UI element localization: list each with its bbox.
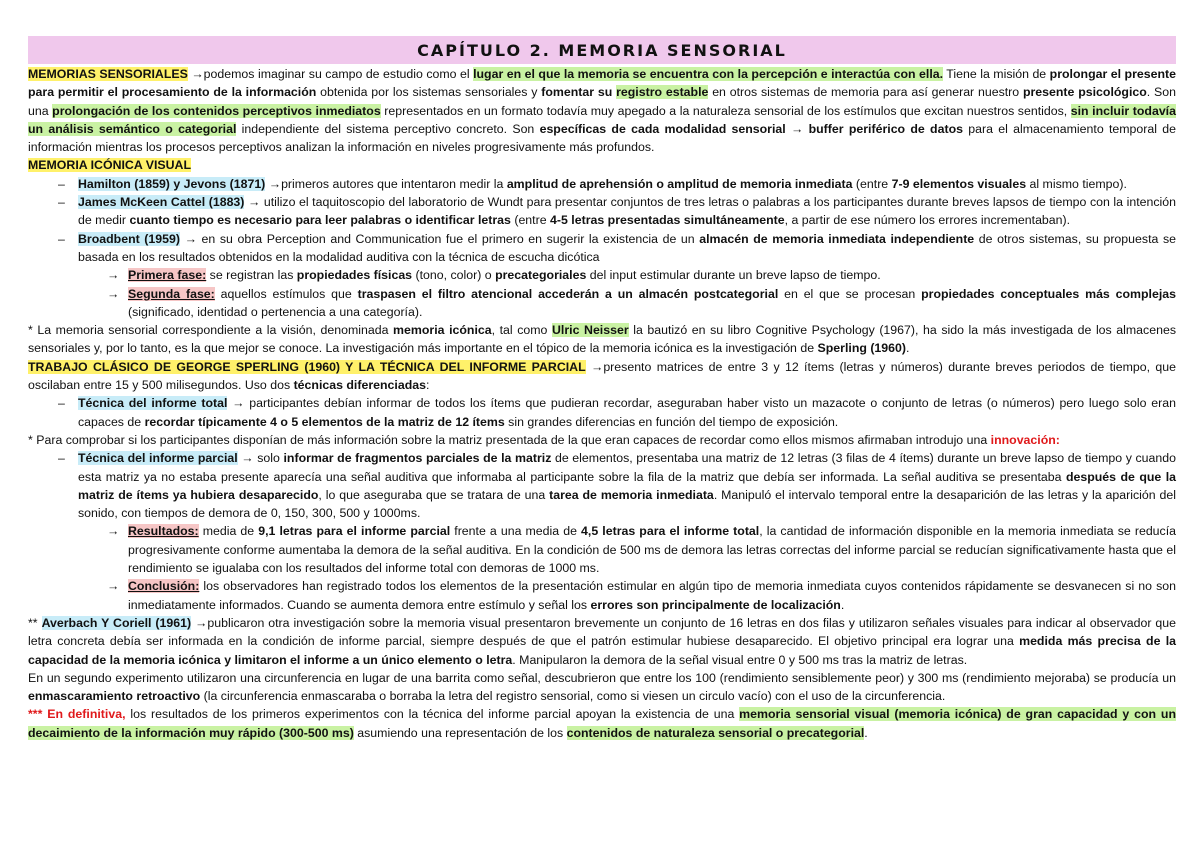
bullet: – [58,195,65,210]
bold-text: presente psicológico [1022,85,1147,100]
bold-text: enmascaramiento retroactivo [28,689,201,704]
text: asumiendo una representación de los [353,725,567,740]
text: →primeros autores que intentaron medir la [265,176,507,191]
text: → en su obra Perception and Communication fue el primero en sugerir la existencia de un [180,231,700,246]
phase-label [128,268,206,282]
conclusion-label [128,579,199,593]
arrow-icon: → [107,524,120,539]
technique-highlight: Técnica del informe parcial [78,451,238,466]
phase-label-text: Segunda fase: [128,286,215,301]
highlight: Ulric Neisser [552,323,629,338]
page-title: CAPÍTULO 2. MEMORIA SENSORIAL [417,40,787,60]
text: . [840,597,845,612]
second-experiment-paragraph [28,669,1176,706]
note-paragraph-innovacion [28,431,1176,449]
text: se registran las [206,268,297,283]
note-paragraph-neisser [28,321,1176,358]
bullet: – [58,451,65,466]
text: del input estimular durante un breve lapso de tiempo. [586,268,881,283]
text: la bautizó en su libro Cognitive Psychology (1967), ha sido la más investigada de los almacenes sensoriales y, por lo tanto, es la que mejor se conoce. La investigación más importante en el tópico de la memoria icónica es la investigación de [28,323,1176,356]
text: frente a una media de [450,524,582,539]
text: , tal como [491,323,553,338]
bold-text: recordar típicamente 4 o 5 elementos de la matriz de 12 ítems [144,414,505,429]
author-highlight: Hamilton (1859) y Jevons (1871) [78,176,266,191]
list-item-broadbent [28,230,1176,267]
text: (la circunferencia enmascaraba o borraba la letra del registro sensorial, como si viesen un circulo vacío) con el uso de la circunferencia. [200,689,946,704]
text: En un segundo experimento utilizaron una circunferencia en lugar de una barrita como señal, descubrieron que entre los 100 (rendimiento sensiblemente peor) y 300 ms (rendimiento mejoraba) se producía un [28,670,1176,685]
text: para el almacenamiento temporal de información mientras los procesos perceptivos analizan la información en niveles progresivamente más profundos. [28,121,1176,155]
document-page [28,36,1176,742]
bold-text: prolongar el presente para permitir el procesamiento de la información [28,67,1176,100]
text: en el que se procesan [778,286,922,301]
bold-text: 4-5 letras presentadas simultáneamente [550,213,785,228]
highlight: memoria sensorial visual (memoria icónica) de gran capacidad y con un decaimiento de la información muy rápido (300-500 ms) [28,707,1176,740]
list-item-informe-total [28,394,1176,431]
text: . Manipularon la demora de la señal visual entre 0 y 500 ms tras la matriz de letras. [512,652,968,667]
bold-text: informar de fragmentos parciales de la matriz [283,451,552,466]
highlight: lugar en el que la memoria se encuentra con la percepción e interactúa con ella. [473,67,944,81]
bullet: – [58,396,65,411]
title-bar [28,36,1176,64]
author-highlight: Averbach Y Coriell (1961) [41,615,192,630]
text: (entre [852,176,892,191]
text: al mismo tiempo). [1026,176,1127,191]
text: independiente del sistema perceptivo concreto. Son [236,121,540,136]
text: media de [198,524,259,539]
bold-text: específicas de cada modalidad sensorial → buffer periférico de datos [539,121,963,136]
text: de otros sistemas, su propuesta se basada en los resultados obtenidos en la modalidad auditiva con la técnica de escucha dicótica [78,231,1176,264]
document-body [28,65,1176,742]
text: , la cantidad de información disponible en la memoria inmediata se reducía progresivamente conforme aumentaba la demora de la señal auditiva. En la condición de 500 ms de demora las letras correctas del informe parcial se reducían significativamente hasta que el rendimiento se igualaba con los resultados del informe total con demoras de 1000 ms. [128,524,1177,576]
text: , lo que aseguraba que se tratara de una [318,487,550,502]
red-emphasis: *** En definitiva, [28,707,126,722]
bold-text: propiedades conceptuales más complejas [921,286,1177,301]
text: . [864,725,868,740]
text: en otros sistemas de memoria para así generar nuestro [708,85,1023,100]
heading-sperling: TRABAJO CLÁSICO DE GEORGE SPERLING (1960) Y LA TÉCNICA DEL INFORME PARCIAL [28,359,586,374]
text: Tiene la misión de [943,67,1050,81]
text: los resultados de los primeros experimentos con la técnica del informe parcial apoyan la existencia de una [125,707,740,722]
phase-label [128,287,215,301]
highlight: contenidos de naturaleza sensorial o precategorial [566,725,865,740]
arrow-icon: → [107,268,120,283]
text: → participantes debían informar de todos los ítems que pudieran recordar, aseguraban haber visto un mazacote o conjunto de letras (o números) pero luego solo eran capaces de [78,396,1176,429]
bullet: – [58,231,65,246]
highlight: sin incluir todavía un análisis semántico o categorial [28,103,1176,136]
results-label-text: Resultados: [128,524,199,539]
bold-text: técnicas diferenciadas [293,378,426,393]
section-heading-iconic [28,156,1176,174]
text: , a partir de ese número los errores incrementaban). [784,213,1071,228]
bold-text: Sperling (1960) [817,341,907,356]
list-item-cattel [28,193,1176,230]
bold-text: almacén de memoria inmediata independiente [699,231,975,246]
text: . Manipuló el intervalo temporal entre la desaparición de las letras y la aparición del sonido, con tiempos de demora de 0, 150, 300, 500 y 1000ms. [78,487,1176,521]
text: →publicaron otra investigación sobre la memoria visual presentaron brevemente un conjunto de 16 letras en dos filas y utilizaron señales visuales para indicar al observador que letra concreta debía ser informada en la condición de informe parcial, siempre después de que el patrón estimular hubiese desaparecido. El objetivo principal era lograr una [28,615,1176,649]
bold-text: 9,1 letras para el informe parcial [258,524,451,539]
arrow-icon: → [107,579,120,594]
text: → solo [237,451,284,466]
sperling-paragraph [28,358,1176,395]
text: →presento matrices de entre 3 y 12 ítems (letras y números) durante breves periodos de tiempo, que oscilaban entre 15 y 500 milisegundos. Uso dos [28,359,1176,393]
sub-item-resultados [28,522,1176,577]
text: los observadores han registrado todos los elementos de la presentación estimular en algún tipo de memoria inmediata cuyos contenidos rápidamente se desvanecen si no son inmediatamente informados. Cuando se aumenta demora entre estímulo y señal los [128,579,1176,612]
text: (entre [510,213,551,228]
text: sin grandes diferencias en función del tiempo de exposición. [504,414,839,429]
final-paragraph [28,705,1176,742]
bullet: – [58,176,65,191]
bold-text: 7-9 elementos visuales [891,176,1027,191]
text: : [425,378,430,393]
text: →podemos imaginar su campo de estudio como el [187,67,474,81]
list-item-hamilton [28,175,1176,193]
bold-text: amplitud de aprehensión o amplitud de memoria inmediata [506,176,853,191]
heading-memoria-iconica: MEMORIA ICÓNICA VISUAL [28,158,191,173]
conclusion-label-text: Conclusión: [128,579,200,594]
author-highlight: James McKeen Cattel (1883) [78,195,245,210]
bold-text: traspasen el filtro atencional accederán a un almacén postcategorial [357,286,779,301]
highlight: registro estable [616,85,709,100]
results-label [128,524,199,538]
text: * La memoria sensorial correspondiente a la visión, denominada [28,323,394,338]
bold-text: fomentar su [541,85,617,100]
bold-text: 4,5 letras para el informe total [581,524,760,539]
bold-text: precategoriales [495,268,587,283]
arrow-icon: → [107,286,120,301]
bold-text: propiedades físicas [296,268,413,283]
phase-label-text: Primera fase: [128,268,207,283]
text: de elementos, presentaba una matriz de 12 letras (3 filas de 4 ítems) durante un breve lapso de tiempo y cuando esta matriz ya no estaba presente aparecía una señal auditiva que informaba al participante sobre la fila de la matriz que debía ser informada. La señal auditiva se presentaba [78,451,1176,484]
averbach-paragraph [28,614,1176,669]
text: (tono, color) o [412,268,496,283]
bold-text: cuanto tiempo es necesario para leer palabras o identificar letras [129,213,511,228]
sub-item-primera-fase [28,266,1176,284]
text: . [906,341,910,356]
text: representados en un formato todavía muy apegado a la naturaleza sensorial de los estímulos que excitan nuestros sentidos, [380,103,1071,118]
bold-text: tarea de memoria inmediata [549,487,714,502]
heading-memorias-sensoriales: MEMORIAS SENSORIALES [28,67,188,81]
bold-text: después de que la matriz de ítems ya hubiera desaparecido [78,469,1177,502]
red-emphasis: innovación: [990,432,1060,447]
text: obtenida por los sistemas sensoriales y [316,85,542,100]
text: → utilizo el taquitoscopio del laboratorio de Wundt para presentar conjuntos de tres letras o palabras a los participantes durante breves lapsos de tiempo con la intención de medir [78,195,1176,228]
intro-paragraph [28,65,1176,156]
bold-text: medida más precisa de la capacidad de la memoria icónica y limitaron el informe a un único elemento o letra [28,634,1176,667]
text: * Para comprobar si los participantes disponían de más información sobre la matriz presentada de la que eran capaces de recordar como ellos mismos afirmaban introdujo una [28,432,991,447]
author-highlight: Broadbent (1959) [78,231,180,246]
sub-item-segunda-fase [28,285,1176,322]
bold-text: errores son principalmente de localización [590,597,841,612]
text: aquellos estímulos que [214,286,358,301]
list-item-informe-parcial [28,449,1176,522]
text: ** [28,615,42,630]
text: (significado, identidad o pertenencia a una categoría). [128,304,423,319]
sub-item-conclusion [28,577,1176,614]
text: . Son una [28,85,1176,118]
technique-highlight: Técnica del informe total [78,396,228,411]
highlight: prolongación de los contenidos perceptivos inmediatos [52,103,381,118]
bold-text: memoria icónica [393,323,492,338]
